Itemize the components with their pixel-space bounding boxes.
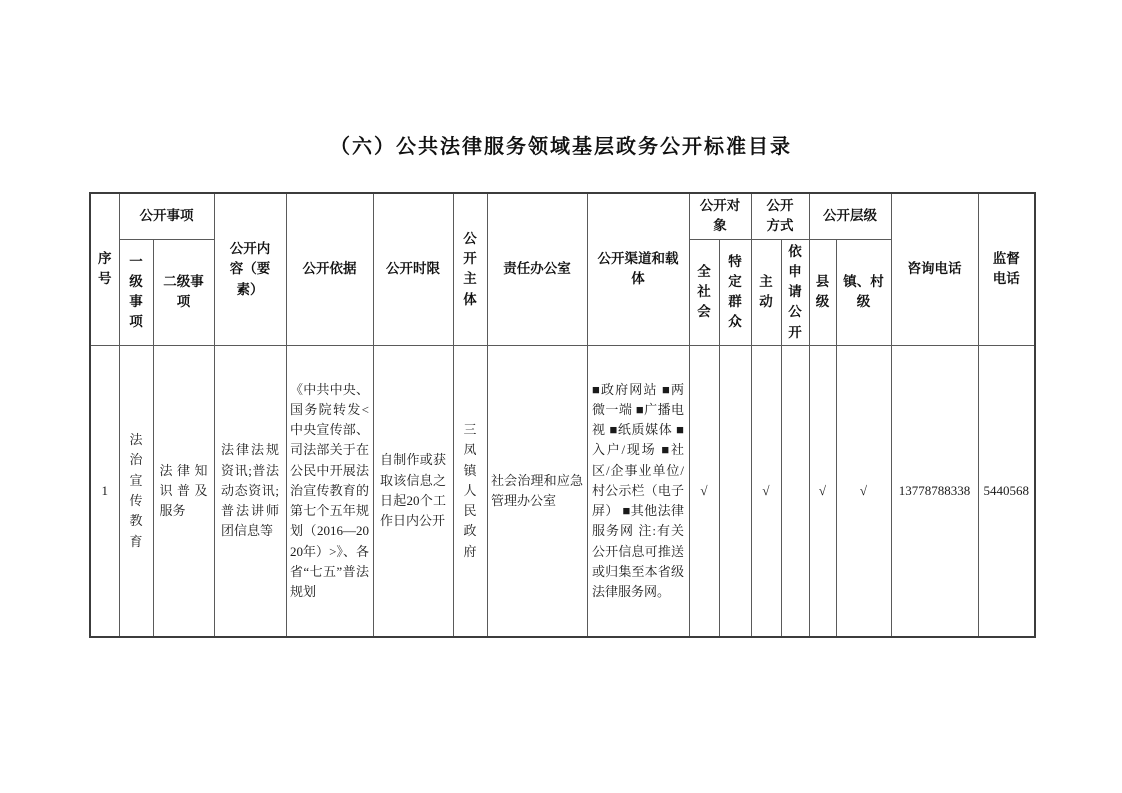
col-group-disclosure-targets bbox=[689, 193, 751, 239]
checkmark-proactive: √ bbox=[762, 482, 770, 498]
cell-supervision-phone bbox=[978, 345, 1035, 637]
cell-disclosure-deadline-value: 自制作或获取该信息之日起20个工作日内公开 bbox=[380, 452, 446, 529]
cell-disclosure-deadline bbox=[373, 345, 453, 637]
col-header-disclosure-content bbox=[214, 193, 286, 345]
col-header-county-level bbox=[809, 239, 836, 345]
col-header-level1-item bbox=[119, 239, 153, 345]
col-header-supervision-phone-label: 监督电话 bbox=[992, 251, 1020, 287]
col-header-serial-number-label: 序号 bbox=[97, 251, 112, 287]
col-header-upon-application-label: 依申请公开 bbox=[788, 243, 802, 340]
col-group-disclosure-level-label: 公开层级 bbox=[823, 208, 877, 224]
cell-disclosure-content-value: 法律法规资讯;普法动态资讯;普法讲师团信息等 bbox=[221, 442, 279, 539]
col-header-specific-groups-label: 特定群众 bbox=[728, 253, 742, 330]
cell-level1-item bbox=[119, 345, 153, 637]
cell-serial-number bbox=[90, 345, 119, 637]
page-title: （六）公共法律服务领域基层政务公开标准目录 bbox=[330, 136, 792, 158]
col-header-county-level-label: 县级 bbox=[815, 273, 830, 310]
cell-disclosure-basis-value: 《中共中央、国务院转发<中央宣传部、司法部关于在公民中开展法治宣传教育的第七个五年规划（2016—2020年）>》、各省“七五”普法规划 bbox=[290, 381, 369, 600]
col-header-responsible-office bbox=[487, 193, 587, 345]
col-header-serial-number bbox=[90, 193, 119, 345]
col-group-disclosure-method bbox=[751, 193, 809, 239]
col-header-town-village-level bbox=[836, 239, 891, 345]
checkmark-town-village-level: √ bbox=[859, 482, 868, 498]
col-header-level1-item-label: 一级事项 bbox=[129, 253, 143, 330]
col-header-disclosure-subject bbox=[453, 193, 487, 345]
cell-town-village-level-check bbox=[836, 345, 891, 637]
col-group-disclosure-items-label: 公开事项 bbox=[139, 208, 194, 224]
cell-consultation-phone bbox=[891, 345, 978, 637]
cell-level2-item-value: 法律知识普及服务 bbox=[159, 462, 208, 519]
disclosure-standard-catalog-table bbox=[89, 192, 1036, 638]
checkmark-county-level: √ bbox=[818, 482, 827, 498]
col-header-disclosure-channels-label: 公开渠道和载体 bbox=[597, 251, 679, 287]
cell-whole-society-check bbox=[689, 345, 719, 637]
col-header-consultation-phone bbox=[891, 193, 978, 345]
col-header-supervision-phone bbox=[978, 193, 1035, 345]
col-header-disclosure-content-label: 公开内容（要素） bbox=[229, 241, 271, 297]
col-group-disclosure-items bbox=[119, 193, 214, 239]
col-header-responsible-office-label: 责任办公室 bbox=[503, 261, 571, 277]
col-group-disclosure-level bbox=[809, 193, 891, 239]
cell-upon-application-check bbox=[781, 345, 809, 637]
col-header-proactive-label: 主动 bbox=[759, 273, 773, 310]
col-header-disclosure-channels bbox=[587, 193, 689, 345]
cell-responsible-office bbox=[487, 345, 587, 637]
table-row bbox=[90, 345, 1035, 637]
cell-serial-number-value: 1 bbox=[101, 482, 108, 498]
col-header-upon-application bbox=[781, 239, 809, 345]
cell-disclosure-subject-value: 三凤镇人民政府 bbox=[463, 422, 477, 559]
cell-disclosure-channels-value: ■政府网站 ■两微一端 ■广播电视 ■纸质媒体 ■入户/现场 ■社区/企事业单位/村公示栏（电子屏） ■其他法律服务网 注:有关公开信息可推送或归集至本省级法律服务网。 bbox=[592, 381, 684, 600]
col-header-town-village-level-label: 镇、村级 bbox=[843, 273, 884, 310]
col-header-level2-item bbox=[153, 239, 214, 345]
cell-disclosure-content bbox=[214, 345, 286, 637]
col-header-whole-society bbox=[689, 239, 719, 345]
cell-supervision-phone-value: 5440568 bbox=[983, 482, 1029, 498]
cell-disclosure-channels bbox=[587, 345, 689, 637]
cell-disclosure-subject bbox=[453, 345, 487, 637]
col-group-disclosure-method-label: 公开方式 bbox=[766, 198, 794, 234]
col-header-level2-item-label: 二级事项 bbox=[163, 273, 204, 310]
cell-level1-item-value: 法治宣传教育 bbox=[129, 432, 143, 549]
cell-responsible-office-value: 社会治理和应急管理办公室 bbox=[491, 472, 583, 508]
col-header-disclosure-basis-label: 公开依据 bbox=[302, 261, 357, 277]
col-header-disclosure-basis bbox=[286, 193, 373, 345]
col-header-proactive bbox=[751, 239, 781, 345]
col-header-specific-groups bbox=[719, 239, 751, 345]
cell-county-level-check bbox=[809, 345, 836, 637]
cell-disclosure-basis bbox=[286, 345, 373, 637]
cell-proactive-check bbox=[751, 345, 781, 637]
col-group-disclosure-targets-label: 公开对象 bbox=[699, 198, 741, 234]
cell-consultation-phone-value: 13778788338 bbox=[898, 482, 971, 498]
col-header-disclosure-subject-label: 公开主体 bbox=[463, 230, 477, 307]
checkmark-whole-society: √ bbox=[700, 482, 708, 498]
cell-specific-groups-check bbox=[719, 345, 751, 637]
col-header-whole-society-label: 全社会 bbox=[697, 263, 711, 320]
col-header-disclosure-deadline bbox=[373, 193, 453, 345]
cell-level2-item bbox=[153, 345, 214, 637]
col-header-consultation-phone-label: 咨询电话 bbox=[907, 261, 962, 277]
col-header-disclosure-deadline-label: 公开时限 bbox=[386, 261, 440, 277]
